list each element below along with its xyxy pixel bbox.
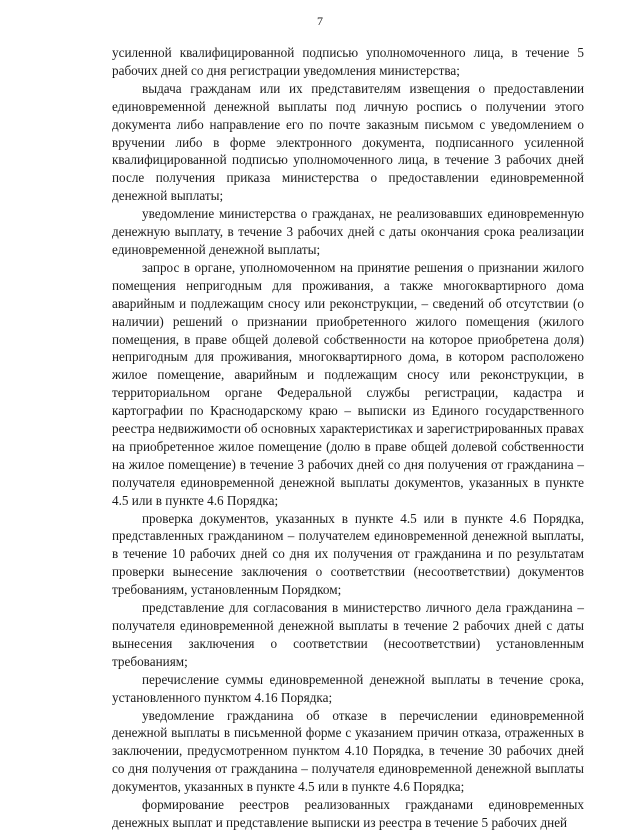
paragraph-document-check: проверка документов, указанных в пункте 4.5 или в пункте 4.6 Порядка, представленных гражданином – получателем единовременной денежной выплаты, в течение 10 рабочих дней со дня их получения от гражданина и по результатам проверки вынесение заключения о соответствии (несоответствии) документов требованиям, установленным Порядком;	[112, 510, 584, 598]
paragraph-continuation: усиленной квалифицированной подписью уполномоченного лица, в течение 5 рабочих дней со дня регистрации уведомления министерства;	[112, 45, 584, 78]
document-body	[112, 44, 584, 832]
paragraph-ministry-notification: уведомление министерства о гражданах, не реализовавших единовременную денежную выплату, в течение 3 рабочих дней с даты окончания срока реализации единовременной денежной выплаты;	[112, 206, 584, 257]
page-number: 7	[317, 14, 323, 28]
paragraph-registry-formation: формирование реестров реализованных гражданами единовременных денежных выплат и представление выписки из реестра в течение 5 рабочих дней	[112, 797, 584, 830]
paragraph-payment-transfer: перечисление суммы единовременной денежной выплаты в течение срока, установленного пунктом 4.16 Порядка;	[112, 671, 584, 705]
paragraph-notice-issuance: выдача гражданам или их представителям извещения о предоставлении единовременной денежной выплаты под личную роспись о получении этого документа либо направление его по почте заказным письмом с уведомлением о вручении либо в форме электронного документа, подписанного усиленной квалифицированной подписью уполномоченного лица, в течение 3 рабочих дней после получения приказа министерства о предоставлении единовременной денежной выплаты;	[112, 80, 584, 204]
paragraph-refusal-notification: уведомление гражданина об отказе в перечислении единовременной денежной выплаты в письменной форме с указанием причин отказа, отраженных в заключении, предусмотренном пунктом 4.10 Порядка, в течение 30 рабочих дней со дня получения от гражданина – получателя единовременной денежной выплаты документов, указанных в пункте 4.5 или в пункте 4.6 Порядка;	[112, 707, 584, 795]
paragraph-case-submission: представление для согласования в министерство личного дела гражданина – получателя единовременной денежной выплаты в течение 2 рабочих дней с даты вынесения заключения о соответствии (несоответствии) установленным требованиям;	[112, 600, 584, 669]
paragraph-housing-request: запрос в органе, уполномоченном на принятие решения о признании жилого помещения непригодным для проживания, а также многоквартирного дома аварийным и подлежащим сносу или реконструкции, – сведений об отсутствии (о наличии) решений о признании приобретенного жилого помещения (жилого помещения, в праве общей долевой собственности на которое приобретена доля) непригодным для проживания, многоквартирного дома, в котором расположено жилое помещение, аварийным и подлежащим сносу или реконструкции, в территориальном органе Федеральной службы регистрации, кадастра и картографии по Краснодарскому краю – выписки из Единого государственного реестра недвижимости об основных характеристиках и зарегистрированных правах на приобретенное жилое помещение (долю в праве общей долевой собственности на жилое помещение) в течение 3 рабочих дней со дня получения от гражданина – получателя единовременной денежной выплаты документов, указанных в пункте 4.5 или в пункте 4.6 Порядка;	[112, 259, 584, 508]
